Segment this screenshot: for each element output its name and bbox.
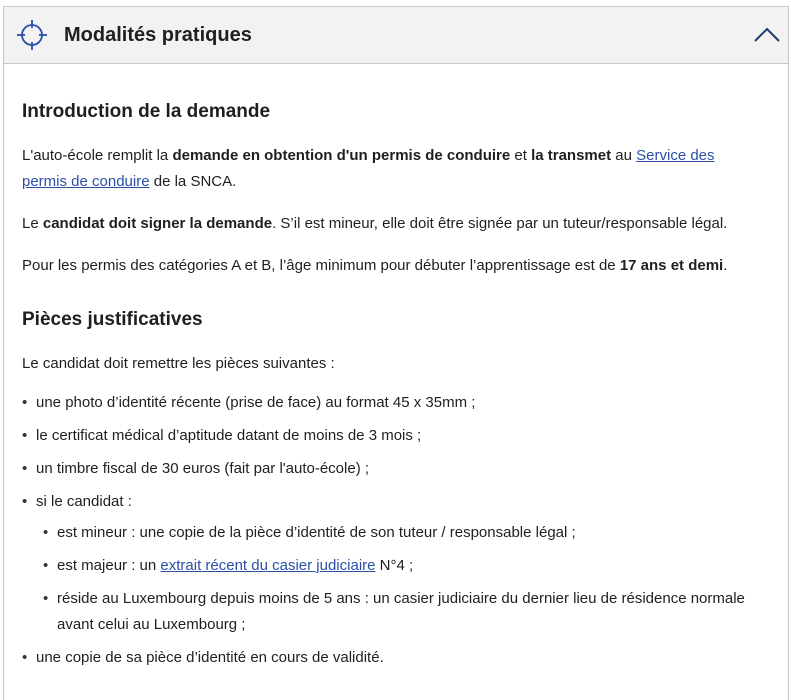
text: et <box>510 147 532 164</box>
pieces-heading: Pièces justificatives <box>22 309 203 330</box>
bold-text: la transmet <box>531 147 612 164</box>
sub-list <box>43 520 757 638</box>
text: est majeur : un <box>57 557 161 574</box>
sub-list-item <box>43 553 757 579</box>
text: Le <box>22 215 43 232</box>
text: N°4 ; <box>375 557 414 574</box>
text: de la SNCA. <box>149 173 237 190</box>
list-item: • une photo d’identité récente (prise de face) au format 45 x 35mm ; <box>22 390 757 416</box>
text: Pour les permis des catégories A et B, l’âge minimum pour débuter l’apprentissage est de <box>22 257 620 274</box>
text: L'auto-école remplit la <box>22 147 173 164</box>
list-item: • le certificat médical d’aptitude datant de moins de 3 mois ; <box>22 423 757 449</box>
bold-text: 17 ans et demi <box>619 257 724 274</box>
casier-judiciaire-link[interactable]: extrait récent du casier judiciaire <box>160 557 376 574</box>
pieces-list <box>22 390 757 678</box>
text: au <box>611 147 637 164</box>
sub-list-item: • est mineur : une copie de la pièce d’identité de son tuteur / responsable légal ; <box>43 520 757 546</box>
chevron-up-icon[interactable] <box>752 25 782 45</box>
section-title: Modalités pratiques <box>64 23 252 46</box>
intro-paragraph-3 <box>22 253 772 279</box>
intro-paragraph-1 <box>22 143 757 195</box>
intro-paragraph-2 <box>22 211 767 237</box>
text: . S’il est mineur, elle doit être signée par un tuteur/responsable légal. <box>272 215 728 232</box>
service-permis-link[interactable]: Service des permis de conduire <box>22 147 715 190</box>
list-item: • un timbre fiscal de 30 euros (fait par l'auto-école) ; <box>22 456 757 482</box>
list-item-candidat <box>22 489 757 638</box>
intro-heading: Introduction de la demande <box>22 101 271 122</box>
accordion-header[interactable] <box>4 7 788 64</box>
bold-text: demande en obtention d'un permis de conduire <box>172 147 511 164</box>
target-icon <box>16 19 48 51</box>
text: si le candidat : <box>36 493 132 510</box>
sub-list-item: • réside au Luxembourg depuis moins de 5 ans : un casier judiciaire du dernier lieu de résidence normale avant celui au Luxembourg ; <box>43 586 757 638</box>
pieces-intro: Le candidat doit remettre les pièces suivantes : <box>22 355 335 372</box>
bold-text: candidat doit signer la demande <box>42 215 273 232</box>
text: . <box>723 257 728 274</box>
list-item: • une copie de sa pièce d’identité en cours de validité. <box>22 645 757 671</box>
